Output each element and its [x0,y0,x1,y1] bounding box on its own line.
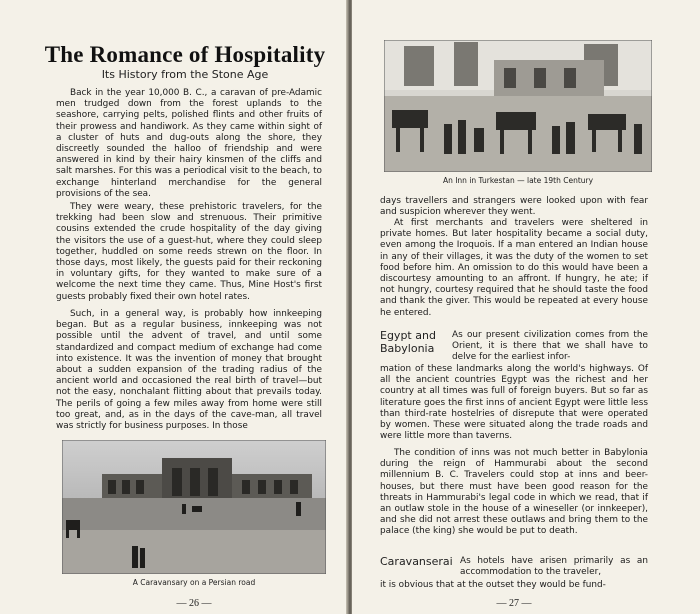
article-subtitle: Its History from the Stone Age [101,68,269,81]
page-number-right: — 27 — [496,598,532,609]
paragraph-5: At first merchants and travelers were sheltered in private homes. But later hospitality became a social duty, even among the Iroquois. If a man entered an Indian house in any of their villages, it was the duty of the women to set food before him. An omission to do this would have been a discourtesy amounting to an affront. If hungry, he ate; if not hungry, courtesy required that he should taste the food and thank the giver. This would be repeated at every house he entered. [380,218,648,318]
paragraph-babylonia: The condition of inns was not much better in Babylonia during the reign of Hammurabi about the second millennium B. C. Travelers could stop at inns and beer-houses, but there must have been good reason for the threats in Hammurabi's legal code in which we read, that if an outlaw stole in the house of a wineseller (or innkeeper), and she did not arrest these outlaws and bring them to the palace (the king) she would be put to death. [380,448,648,537]
paragraph-1: Back in the year 10,000 B. C., a caravan of pre-Adamic men trudged down from the forest uplands to the seashore, carrying pelts, polished flints and other fruits of their prowess and handiwork. As they came within sight of a cluster of huts and dug-outs along the shore, they discreetly sounded the halloo of friendship and were answered in kind by their hairy kinsmen of the cliffs and salt marshes. For this was a periodical visit to the beach, to exchange hinterland merchandise for the general provisions of the sea. [56,88,322,199]
caravansary-caption: A Caravansary on a Persian road [132,578,256,587]
paragraph-3: Such, in a general way, is probably how innkeeping began. But as a regular business, innkeeping was not possible until the advent of travel, and until some standardized and compact medium of exchange had come into existence. It was the invention of money that brought about a sudden expansion of the trading radius of the ancient world and occasioned the real birth of travel—but not the easy, nonchalant flitting about that prevails today. The perils of going a few miles away from home were still too great, and, as in the days of the cave-man, all travel was strictly for business purposes. In those [56,309,322,432]
paragraph-4: days travellers and strangers were looked upon with fear and suspicion wherever they went. [380,196,648,218]
page-number-left: — 26 — [176,598,212,609]
egypt-heading-line2: Babylonia [380,341,435,355]
egypt-heading-line1: Egypt and [380,329,436,342]
egypt-babylonia-heading [380,330,436,355]
article-title: The Romance of Hospitality [44,42,326,67]
caravanserai-text-full: it is obvious that at the outset they would be fund- [380,580,606,590]
paragraph-2: They were weary, these prehistoric travelers, for the trekking had been slow and strenuous. Their primitive cousins extended the crude hospitality of the day giving the visitors the use of a guest-hut, where they could sleep together, huddled on some reeds strewn on the floor. In those days, most likely, the guests paid for their reckoning in voluntary gifts, for they wanted to make sure of a welcome the next time they came. Thus, Mine Host's first guests probably fixed their own hotel rates. [56,202,322,302]
egypt-text-full: mation of these landmarks along the world's highways. Of all the ancient countries Egypt was the richest and her country at all times was full of foreign buyers. But so far as literature goes the first inns of ancient Egypt were little less than third-rate hostelries of disrepute that were operated by women. These were situated along the trade roads and were little more than taverns. [380,364,648,442]
turkestan-inn-caption: An Inn in Turkestan — late 19th Century [442,176,594,185]
egypt-text-beside: As our present civilization comes from the Orient, it is there that we shall have to delve for the earliest infor- [452,330,648,363]
caravanserai-heading: Caravanserai [380,555,453,568]
caravanserai-text-beside: As hotels have arisen primarily as an accommodation to the traveler, [460,556,648,578]
right-page [352,0,700,614]
left-page [0,0,348,614]
caravansary-photo [62,440,326,574]
turkestan-inn-engraving [384,40,652,172]
